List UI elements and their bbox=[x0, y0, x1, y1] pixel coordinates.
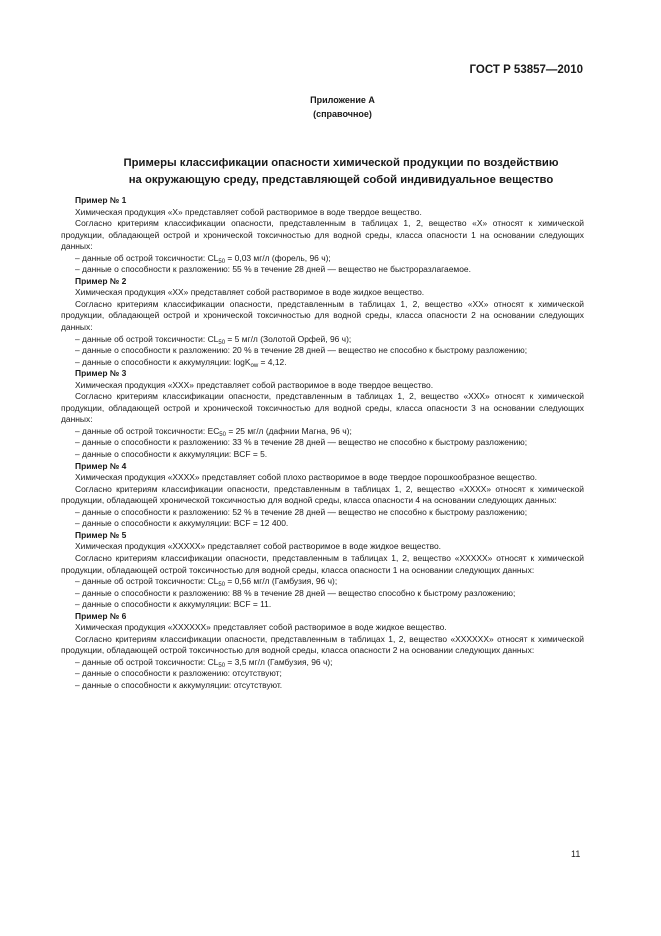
data-item-text: – данные об острой токсичности: CL bbox=[75, 576, 219, 587]
example-block bbox=[61, 195, 584, 276]
data-item bbox=[61, 357, 584, 369]
example-heading: Пример № 3 bbox=[75, 368, 127, 379]
data-item bbox=[61, 334, 584, 346]
example-intro: Химическая продукция «XX» представляет собой растворимое в воде жидкое вещество. bbox=[75, 287, 425, 298]
data-item bbox=[61, 449, 584, 461]
data-item-text: – данные об острой токсичности: CL bbox=[75, 656, 219, 667]
data-item-text: – данные о способности к разложению: 20 % в течение 28 дней — вещество не способно к быстрому разложению; bbox=[75, 345, 528, 356]
data-item-subscript: 50 bbox=[218, 582, 226, 589]
data-item-text: – данные о способности к разложению: 52 % в течение 28 дней — вещество не способно к быстрому разложению; bbox=[75, 506, 528, 517]
data-item-text: – данные об острой токсичности: CL bbox=[75, 333, 219, 344]
example-heading: Пример № 6 bbox=[75, 610, 127, 621]
example-criteria: Согласно критериям классификации опасности, представленным в таблицах 1, 2, вещество «XXXXXX» относят к химической продукции, обладающей острой токсичностью для водной среды, класса опасности 2 на основании следующих данных: bbox=[61, 633, 584, 656]
example-intro: Химическая продукция «XXXXXX» представляет собой растворимое в воде жидкое вещество. bbox=[75, 622, 447, 633]
data-item bbox=[61, 668, 584, 680]
example-intro: Химическая продукция «XXXX» представляет собой плохо растворимое в воде твердое порошкообразное вещество. bbox=[75, 472, 538, 483]
appendix-title bbox=[76, 155, 606, 189]
data-item-value: = 3,5 мг/л (Гамбузия, 96 ч); bbox=[225, 656, 333, 667]
data-item-value: = 25 мг/л (дафнии Магна, 96 ч); bbox=[225, 425, 352, 436]
example-criteria: Согласно критериям классификации опасности, представленным в таблицах 1, 2, вещество «XX» относят к химической продукции, обладающей острой и хронической токсичностью для водной среды, класса опасности 2 на основании следующих данных: bbox=[61, 298, 584, 333]
data-item bbox=[61, 518, 584, 530]
data-item-text: – данные об острой токсичности: CL bbox=[75, 252, 219, 263]
data-item-text: – данные о способности к аккумуляции: BCF = 5. bbox=[75, 449, 268, 460]
data-item bbox=[61, 264, 584, 276]
data-item-text: – данные об острой токсичности: EC bbox=[75, 425, 220, 436]
data-item bbox=[61, 599, 584, 611]
data-item-subscript: 50 bbox=[218, 258, 226, 265]
data-item bbox=[61, 345, 584, 357]
data-item bbox=[61, 576, 584, 588]
data-item-text: – данные о способности к разложению: 88 % в течение 28 дней — вещество способно к быстрому разложению; bbox=[75, 587, 516, 598]
example-intro: Химическая продукция «XXXXX» представляет собой растворимое в воде жидкое вещество. bbox=[75, 541, 442, 552]
appendix-type: (справочное) bbox=[313, 109, 372, 119]
data-item bbox=[61, 588, 584, 600]
appendix-title-line-1: Примеры классификации опасности химической продукции по воздействию bbox=[123, 157, 559, 169]
data-item-subscript: 50 bbox=[218, 339, 226, 346]
example-heading: Пример № 4 bbox=[75, 460, 127, 471]
data-item-text: – данные о способности к разложению: 33 % в течение 28 дней — вещество не способно к быстрому разложению; bbox=[75, 437, 528, 448]
data-item-value: = 5 мг/л (Золотой Орфей, 96 ч); bbox=[225, 333, 352, 344]
example-block bbox=[61, 368, 584, 460]
page-number: 11 bbox=[571, 849, 581, 859]
data-item-value: = 0,03 мг/л (форель, 96 ч); bbox=[225, 252, 331, 263]
example-intro: Химическая продукция «X» представляет собой растворимое в воде твердое вещество. bbox=[75, 206, 422, 217]
data-item-value: = 4,12. bbox=[258, 356, 287, 367]
example-criteria: Согласно критериям классификации опасности, представленным в таблицах 1, 2, вещество «XXXXX» относят к химической продукции, обладающей острой токсичностью для водной среды, класса опасности 1 на основании следующих данных: bbox=[61, 552, 584, 575]
example-criteria: Согласно критериям классификации опасности, представленным в таблицах 1, 2, вещество «XXXX» относят к химической продукции, обладающей хронической токсичностью для водной среды, класса опасности 4 на основании следующих данных: bbox=[61, 483, 584, 506]
example-criteria: Согласно критериям классификации опасности, представленным в таблицах 1, 2, вещество «X» относят к химической продукции, обладающей острой и хронической токсичностью для водной среды, класса опасности 1 на основании следующих данных: bbox=[61, 218, 584, 252]
data-item-text: – данные о способности к аккумуляции: отсутствуют. bbox=[75, 679, 283, 690]
example-block bbox=[61, 276, 584, 368]
appendix-title-line-2: на окружающую среду, представляющей собой индивидуальное вещество bbox=[128, 174, 554, 186]
data-item-text: – данные о способности к разложению: отсутствуют; bbox=[75, 668, 282, 679]
examples-body bbox=[61, 195, 584, 692]
data-item-subscript: 50 bbox=[218, 662, 226, 669]
appendix-label: Приложение А bbox=[310, 95, 375, 105]
data-item bbox=[61, 437, 584, 449]
data-item bbox=[61, 507, 584, 519]
example-block bbox=[61, 461, 584, 530]
example-heading: Пример № 1 bbox=[75, 195, 127, 205]
data-item-text: – данные о способности к аккумуляции: logK bbox=[75, 356, 251, 367]
data-item-subscript: 50 bbox=[219, 431, 226, 438]
example-block bbox=[61, 530, 584, 611]
data-item bbox=[61, 657, 584, 669]
data-item bbox=[61, 426, 584, 438]
example-block bbox=[61, 611, 584, 692]
example-heading: Пример № 2 bbox=[75, 275, 127, 286]
data-item-subscript: ow bbox=[250, 362, 259, 369]
standard-number: ГОСТ Р 53857—2010 bbox=[469, 64, 583, 76]
example-intro: Химическая продукция «XXX» представляет собой растворимое в воде твердое вещество. bbox=[75, 379, 434, 390]
data-item-text: – данные о способности к аккумуляции: BCF = 11. bbox=[75, 599, 272, 610]
data-item bbox=[61, 253, 584, 265]
data-item-value: = 0,56 мг/л (Гамбузия, 96 ч); bbox=[225, 576, 338, 587]
example-heading: Пример № 5 bbox=[75, 529, 127, 540]
data-item-text: – данные о способности к аккумуляции: BCF = 12 400. bbox=[75, 518, 289, 529]
data-item bbox=[61, 680, 584, 692]
data-item-text: – данные о способности к разложению: 55 % в течение 28 дней — вещество не быстроразлагаемое. bbox=[75, 264, 471, 275]
example-criteria: Согласно критериям классификации опасности, представленным в таблицах 1, 2, вещество «XXX» относят к химической продукции, обладающей острой и хронической токсичностью для водной среды, класса опасности 3 на основании следующих данных: bbox=[61, 391, 584, 425]
